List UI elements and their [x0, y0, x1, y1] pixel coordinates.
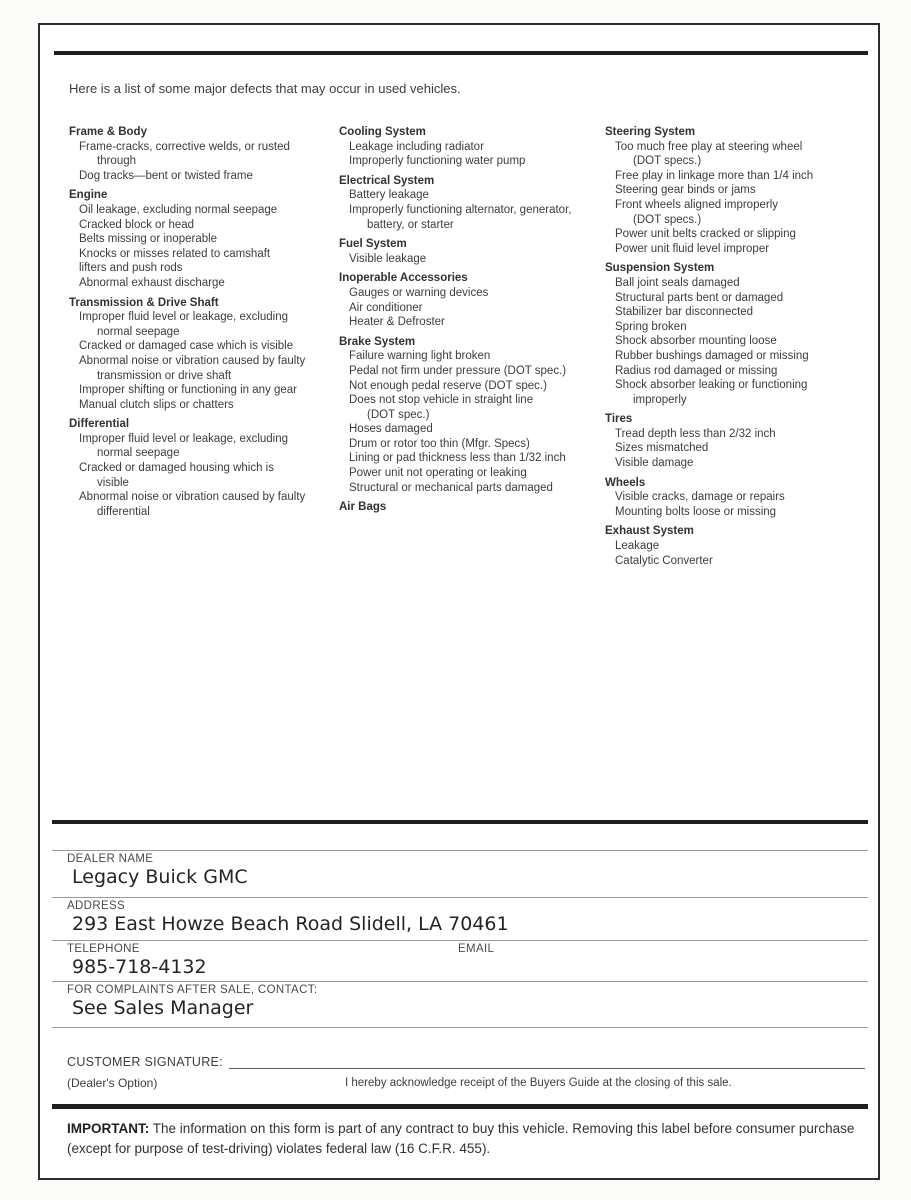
defect-item-line: (DOT spec.) — [367, 408, 430, 421]
defect-section — [605, 125, 879, 256]
defect-item-line: Shock absorber leaking or functioning — [615, 379, 808, 392]
defect-item-line: normal seepage — [97, 325, 180, 338]
telephone-label: TELEPHONE — [67, 943, 140, 955]
defect-column-2 — [339, 125, 605, 573]
defect-item-line: Abnormal noise or vibration caused by faulty — [79, 354, 306, 367]
defect-item-line: Structural parts bent or damaged — [615, 291, 784, 304]
defect-item-line: Leakage including radiator — [349, 140, 484, 153]
defect-section-title: Engine — [69, 189, 108, 202]
defect-item-line: (DOT specs.) — [633, 155, 702, 168]
address-field — [52, 897, 868, 936]
defect-item-line: Lining or pad thickness less than 1/32 inch — [349, 452, 566, 465]
defect-item-line: Radius rod damaged or missing — [615, 364, 778, 377]
important-notice — [67, 1119, 859, 1158]
dealer-name-value: Legacy Buick GMC — [72, 866, 248, 888]
defect-item-line: Drum or rotor too thin (Mfgr. Specs) — [349, 437, 530, 450]
dealer-section-divider-rule — [52, 820, 868, 824]
defect-section — [69, 296, 339, 413]
top-divider-rule — [54, 51, 868, 55]
customer-signature-label: CUSTOMER SIGNATURE: — [67, 1055, 223, 1069]
defect-section-title: Air Bags — [339, 501, 387, 514]
defect-item-line: Oil leakage, excluding normal seepage — [79, 203, 278, 216]
defect-section — [605, 476, 879, 520]
defect-item-line: battery, or starter — [367, 218, 454, 231]
signature-notes-row — [67, 1076, 865, 1090]
complaints-label: FOR COMPLAINTS AFTER SALE, CONTACT: — [67, 984, 318, 996]
defect-section-title: Wheels — [605, 476, 646, 489]
defect-section-title: Frame & Body — [69, 126, 147, 138]
defect-item-line: Improperly functioning alternator, generator, — [349, 203, 572, 216]
defect-item-line: lifters and push rods — [79, 262, 183, 275]
important-text-body: The information on this form is part of any contract to buy this vehicle. Removing this label before consumer purchase (except for purpose of test-driving) violates federal law (16 C.F.R. 455). — [67, 1121, 855, 1156]
defect-item-line: Shock absorber mounting loose — [615, 335, 777, 348]
email-field — [458, 943, 868, 979]
defect-item-line: Spring broken — [615, 320, 687, 333]
important-section-divider-rule — [52, 1104, 868, 1109]
defect-item-line: Rubber bushings damaged or missing — [615, 349, 809, 362]
defect-item-line: Battery leakage — [349, 189, 429, 202]
defect-section-title: Electrical System — [339, 174, 435, 187]
defect-section — [339, 125, 605, 169]
address-value: 293 East Howze Beach Road Slidell, LA 70461 — [72, 913, 509, 935]
defect-item-line: Leakage — [615, 540, 660, 553]
defect-item-line: Abnormal noise or vibration caused by faulty — [79, 491, 306, 504]
complaints-value: See Sales Manager — [72, 997, 254, 1019]
defect-section-title: Tires — [605, 413, 633, 426]
defect-item-line: Heater & Defroster — [349, 316, 445, 329]
dealer-name-label: DEALER NAME — [67, 853, 154, 865]
defect-item-line: Cracked or damaged case which is visible — [79, 340, 294, 353]
telephone-field — [67, 943, 458, 979]
defect-item-line: Sizes mismatched — [615, 442, 709, 455]
defect-item-line: improperly — [633, 393, 687, 406]
email-label: EMAIL — [458, 943, 495, 955]
defect-section-title: Transmission & Drive Shaft — [69, 296, 219, 309]
defect-item-line: through — [97, 155, 137, 168]
defect-item-line: Catalytic Converter — [615, 554, 713, 567]
defect-section — [339, 174, 605, 232]
defect-section — [339, 237, 605, 266]
telephone-value: 985-718-4132 — [72, 956, 207, 978]
defect-item-line: differential — [97, 505, 150, 518]
defect-item-line: Steering gear binds or jams — [615, 184, 756, 197]
defect-section — [69, 125, 339, 183]
acknowledgment-note: I hereby acknowledge receipt of the Buyers Guide at the closing of this sale. — [345, 1077, 732, 1089]
complaints-contact-field — [52, 981, 868, 1020]
defect-section — [339, 335, 605, 496]
complaints-field-underline — [52, 1027, 868, 1028]
defect-item-line: Improper fluid level or leakage, excluding — [79, 311, 289, 324]
defect-section — [69, 188, 339, 290]
defect-item-line: Power unit belts cracked or slipping — [615, 228, 796, 241]
defect-section-title: Fuel System — [339, 238, 407, 251]
defect-item-line: Dog tracks—bent or twisted frame — [79, 169, 253, 182]
dealer-name-field — [52, 850, 868, 889]
dealers-option-note: (Dealer's Option) — [67, 1076, 158, 1090]
defect-section — [69, 417, 339, 519]
defect-item-line: Ball joint seals damaged — [615, 276, 740, 289]
address-label: ADDRESS — [67, 900, 126, 912]
defect-item-line: Cracked block or head — [79, 218, 195, 231]
defect-item-line: Cracked or damaged housing which is — [79, 462, 274, 475]
defect-item-line: Visible damage — [615, 457, 694, 470]
defect-item-line: Visible cracks, damage or repairs — [615, 491, 785, 504]
defect-section-title: Steering System — [605, 126, 696, 138]
defect-item-line: Improper fluid level or leakage, excluding — [79, 432, 289, 445]
defect-item-line: Too much free play at steering wheel — [615, 140, 803, 153]
defect-section — [339, 271, 605, 329]
important-label: IMPORTANT: — [67, 1121, 150, 1136]
intro-text: Here is a list of some major defects that may occur in used vehicles. — [69, 81, 461, 96]
defect-item-line: Belts missing or inoperable — [79, 233, 218, 246]
buyers-guide-back-page — [38, 23, 880, 1180]
defect-item-line: Hoses damaged — [349, 423, 433, 436]
defect-item-line: (DOT specs.) — [633, 213, 702, 226]
signature-line — [229, 1055, 865, 1069]
defect-section-title: Cooling System — [339, 126, 426, 138]
defect-column-1 — [69, 125, 339, 573]
defect-section-title: Exhaust System — [605, 525, 694, 538]
defect-item-line: Front wheels aligned improperly — [615, 198, 778, 211]
defect-section — [605, 261, 879, 407]
defect-item-line: Gauges or warning devices — [349, 286, 489, 299]
defect-section-title: Differential — [69, 418, 130, 431]
defect-item-line: Manual clutch slips or chatters — [79, 398, 234, 411]
customer-signature-row — [67, 1055, 865, 1069]
defect-item-line: normal seepage — [97, 447, 180, 460]
defect-section — [605, 412, 879, 470]
defect-item-line: Free play in linkage more than 1/4 inch — [615, 169, 814, 182]
defect-item-line: Not enough pedal reserve (DOT spec.) — [349, 379, 547, 392]
defect-item-line: Failure warning light broken — [349, 350, 491, 363]
defect-item-line: Frame-cracks, corrective welds, or rusted — [79, 140, 290, 153]
defect-column-3 — [605, 125, 879, 573]
defect-list — [69, 125, 879, 573]
defect-section-title: Inoperable Accessories — [339, 272, 468, 285]
defect-item-line: visible — [97, 476, 129, 489]
defect-section-title: Brake System — [339, 335, 416, 348]
defect-item-line: Air conditioner — [349, 301, 423, 314]
defect-item-line: Stabilizer bar disconnected — [615, 306, 754, 319]
defect-item-line: Improperly functioning water pump — [349, 155, 526, 168]
defect-item-line: Knocks or misses related to camshaft — [79, 247, 271, 260]
defect-item-line: transmission or drive shaft — [97, 369, 232, 382]
defect-item-line: Mounting bolts loose or missing — [615, 505, 777, 518]
defect-item-line: Abnormal exhaust discharge — [79, 276, 225, 289]
defect-item-line: Structural or mechanical parts damaged — [349, 481, 553, 494]
defect-section-title: Suspension System — [605, 262, 715, 275]
defect-section — [605, 524, 879, 568]
defect-item-line: Does not stop vehicle in straight line — [349, 394, 534, 407]
defect-item-line: Pedal not firm under pressure (DOT spec.) — [349, 364, 567, 377]
telephone-email-row — [52, 940, 868, 979]
defect-item-line: Power unit fluid level improper — [615, 242, 770, 255]
defect-item-line: Visible leakage — [349, 252, 427, 265]
defect-item-line: Power unit not operating or leaking — [349, 467, 527, 480]
defect-item-line: Tread depth less than 2/32 inch — [615, 427, 776, 440]
defect-section — [339, 500, 605, 515]
defect-item-line: Improper shifting or functioning in any gear — [79, 384, 297, 397]
